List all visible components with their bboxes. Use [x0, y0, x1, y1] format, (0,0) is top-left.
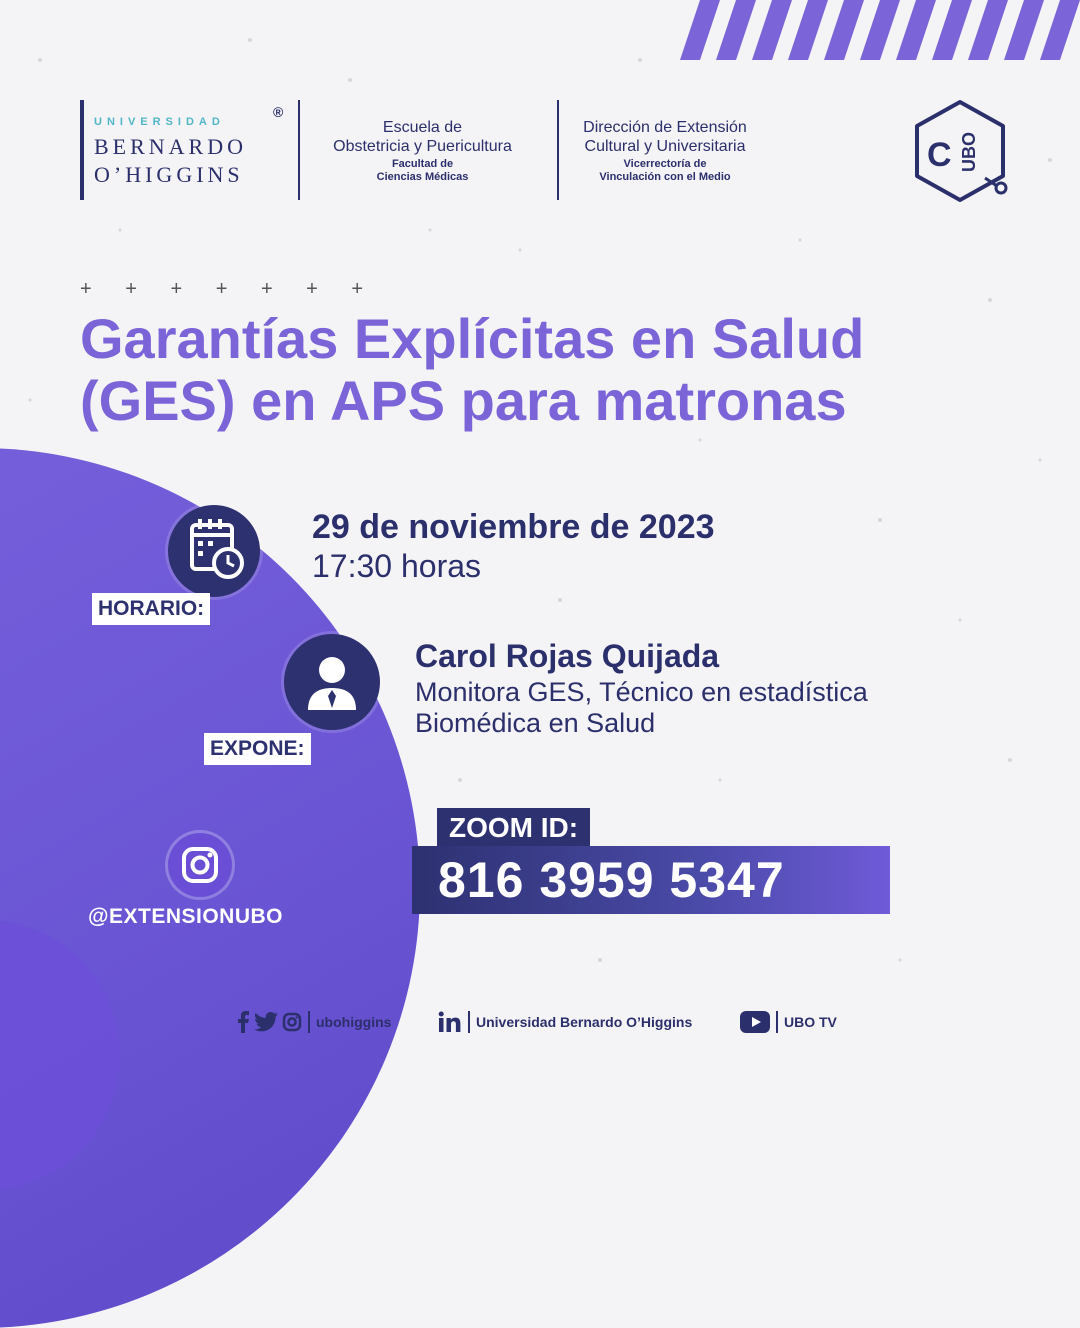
footer-separator	[468, 1011, 470, 1033]
twitter-icon[interactable]	[254, 1012, 278, 1032]
event-date: 29 de noviembre de 2023	[312, 508, 715, 546]
speaker-icon-circle	[284, 634, 380, 730]
logo-university-word: UNIVERSIDAD	[94, 116, 225, 128]
event-title	[80, 308, 1040, 432]
calendar-clock-icon	[168, 505, 260, 597]
facebook-icon[interactable]	[236, 1011, 250, 1033]
direction-line2: Cultural y Universitaria	[584, 138, 746, 155]
instagram-circle	[168, 833, 232, 897]
speaker-role-line1: Monitora GES, Técnico en estadística	[415, 677, 868, 707]
zoom-id: 816 3959 5347	[412, 846, 890, 914]
decor-plus-row: + + + + + + +	[80, 278, 378, 300]
ubo-logo	[80, 100, 290, 200]
footer-separator	[308, 1011, 310, 1033]
direction-sub1: Vicerrectoría de	[623, 158, 707, 170]
footer-youtube[interactable]	[740, 1008, 837, 1036]
school-sub1: Facultad de	[391, 158, 454, 170]
speaker-role-line2: Biomédica en Salud	[415, 708, 656, 738]
instagram-footer-icon[interactable]	[282, 1012, 302, 1032]
footer-separator	[776, 1011, 778, 1033]
school-sub2: Ciencias Médicas	[376, 171, 469, 183]
calendar-icon-circle	[168, 505, 260, 597]
title-line1: Garantías Explícitas en Salud	[80, 307, 865, 370]
title-line2: (GES) en APS para matronas	[80, 369, 847, 432]
school-line2: Obstetricia y Puericultura	[333, 138, 512, 155]
logo-bernardo: BERNARDO	[94, 134, 248, 159]
school-block	[300, 118, 545, 184]
speaker-person-icon	[284, 634, 380, 730]
speaker-label: EXPONE:	[204, 733, 311, 765]
linkedin-name[interactable]: Universidad Bernardo O’Higgins	[476, 1014, 693, 1030]
youtube-name[interactable]: UBO TV	[784, 1014, 837, 1030]
youtube-icon[interactable]	[740, 1011, 770, 1033]
direction-sub2: Vinculación con el Medio	[599, 171, 731, 183]
direction-line1: Dirección de Extensión	[583, 119, 747, 136]
decor-stripes	[680, 0, 1080, 62]
footer-social-handle[interactable]	[236, 1008, 391, 1036]
svg-text:UBO: UBO	[959, 132, 979, 172]
cubo-logo	[905, 96, 1015, 206]
header-divider-2	[557, 100, 559, 200]
instagram-handle[interactable]: @EXTENSIONUBO	[88, 905, 283, 928]
zoom-label: ZOOM ID:	[437, 808, 590, 848]
linkedin-icon[interactable]	[438, 1011, 462, 1033]
svg-text:C: C	[927, 136, 952, 174]
school-line1: Escuela de	[382, 119, 463, 136]
schedule-label: HORARIO:	[92, 593, 210, 625]
footer-handle-text[interactable]: ubohiggins	[316, 1014, 392, 1030]
logo-ohiggins: O’HIGGINS	[94, 162, 244, 187]
logo-bar	[80, 100, 84, 200]
speaker-name: Carol Rojas Quijada	[415, 638, 720, 674]
event-time: 17:30 horas	[312, 548, 482, 584]
instagram-icon	[168, 833, 232, 897]
registered-mark: ®	[273, 104, 284, 120]
direction-block	[560, 118, 770, 184]
footer-linkedin[interactable]	[438, 1008, 692, 1036]
